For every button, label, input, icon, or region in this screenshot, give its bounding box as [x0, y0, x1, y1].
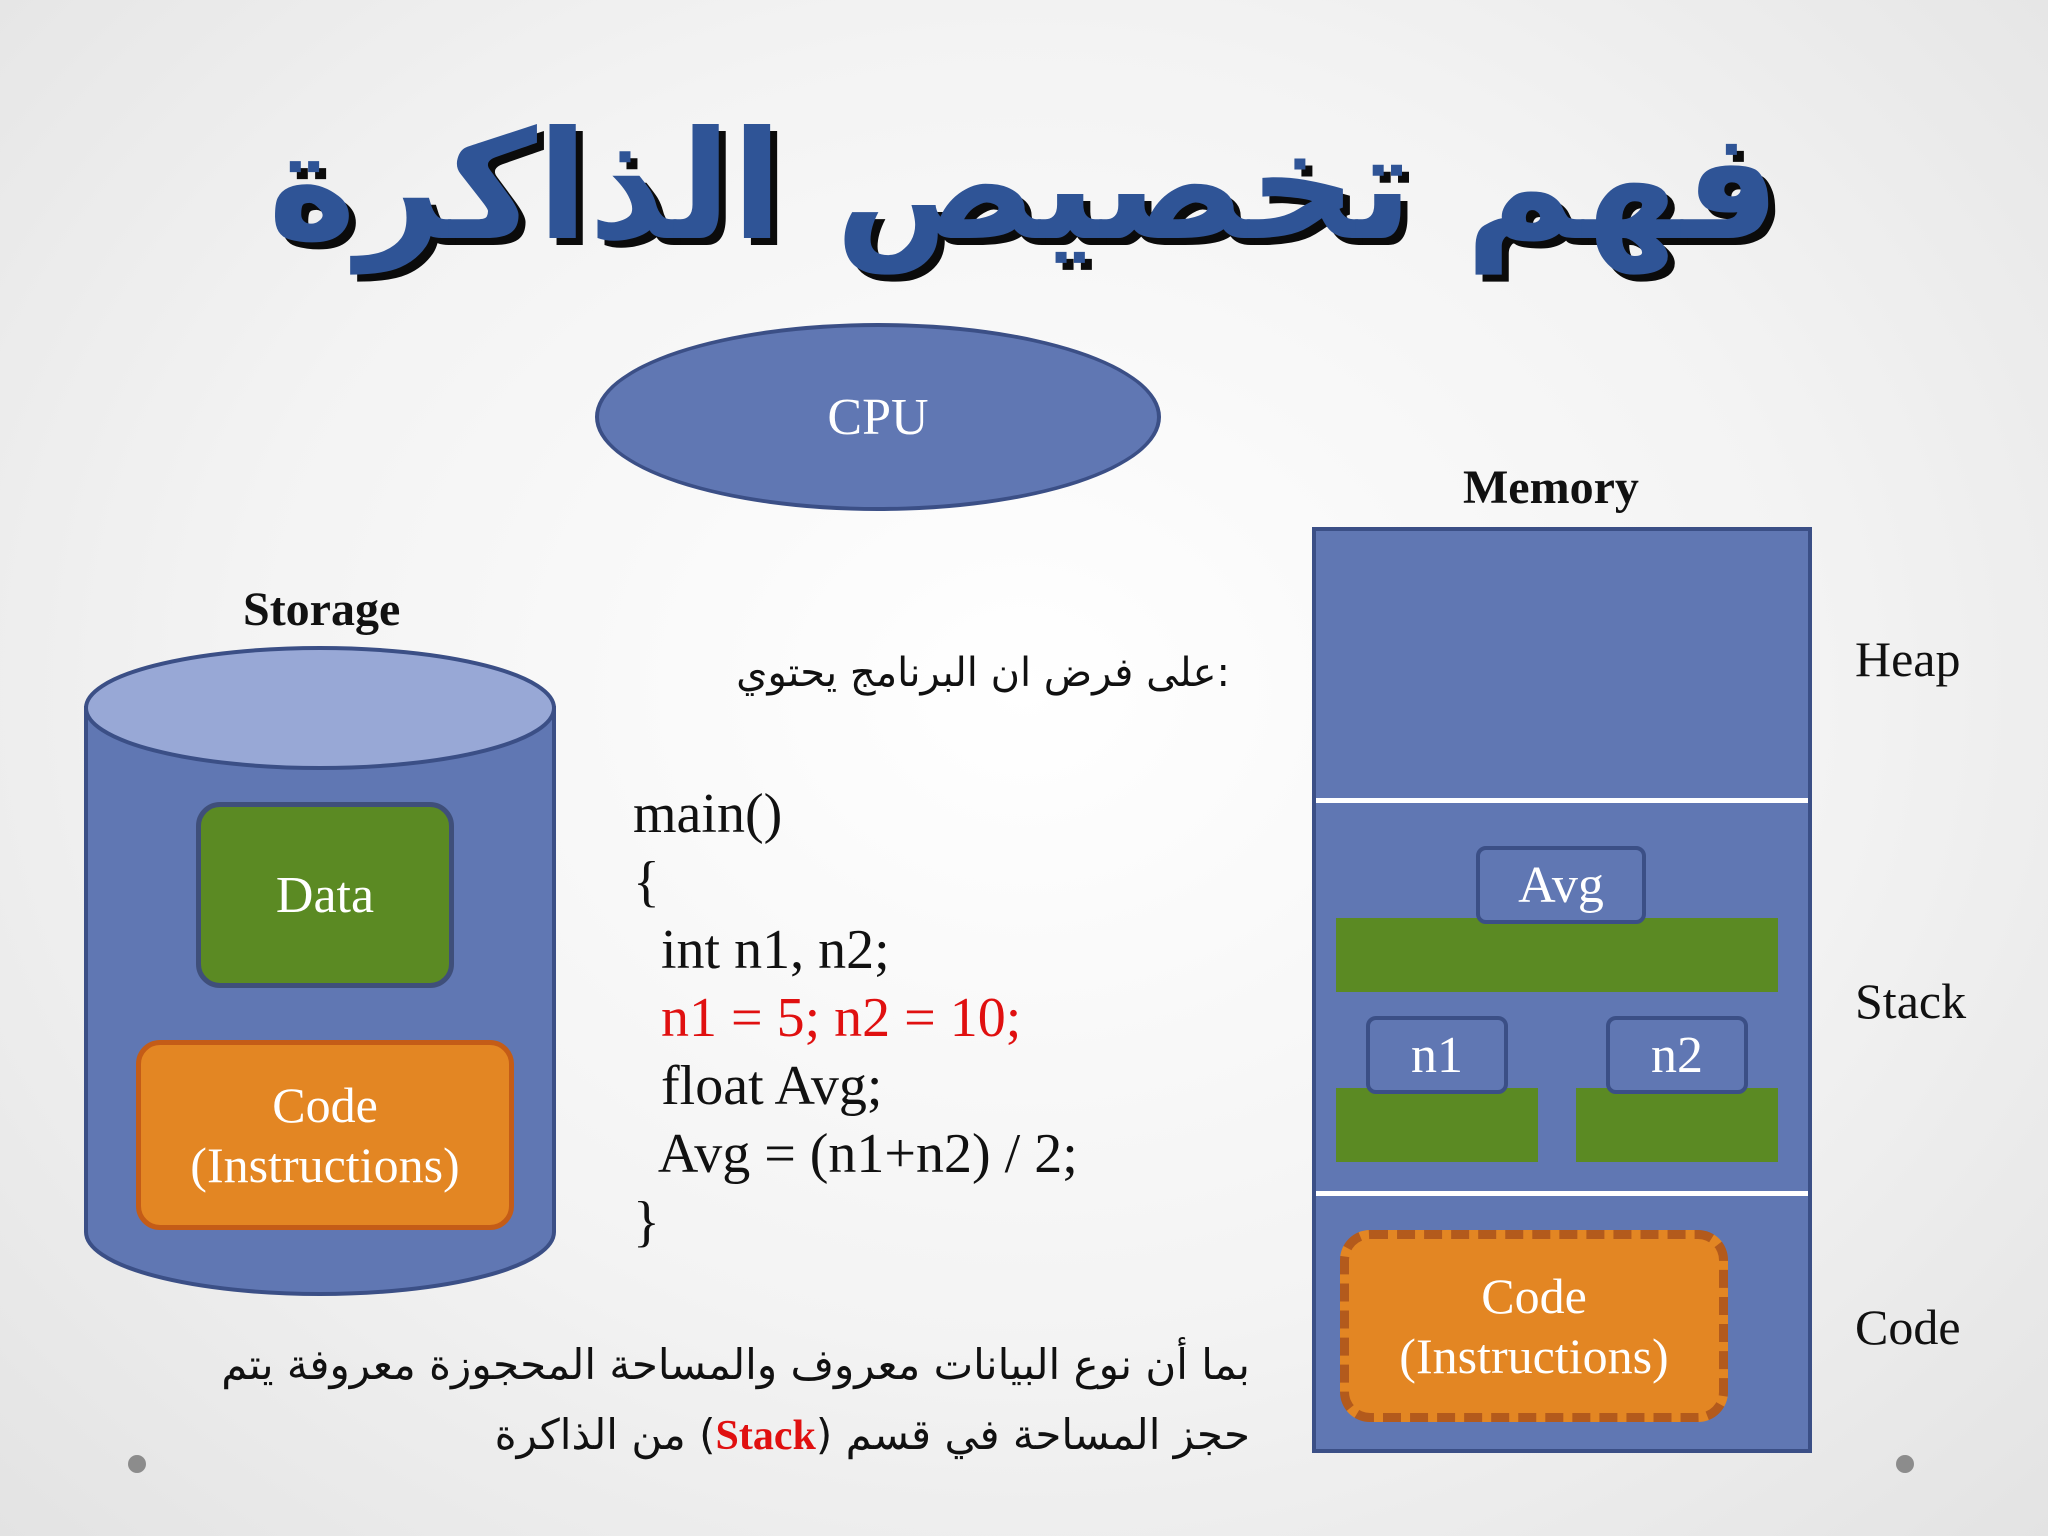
heap-label: Heap: [1855, 631, 1961, 687]
code-block: [633, 780, 1078, 1256]
stack-code-divider: [1316, 1191, 1808, 1196]
note-line-1: بما أن نوع البيانات معروف والمساحة المحجوزة معروفة يتم: [221, 1340, 1250, 1389]
code-section-label: Code: [1855, 1299, 1961, 1355]
memory-code-box: [1340, 1230, 1728, 1422]
memory-code-label: Code: [1481, 1268, 1587, 1324]
stack-label: Stack: [1855, 973, 1967, 1029]
storage-code-label: Code: [272, 1077, 378, 1133]
code-line-highlight: n1 = 5; n2 = 10;: [633, 987, 1022, 1049]
code-line: Avg = (n1+n2) / 2;: [633, 1123, 1078, 1185]
slide-dot-left: [128, 1455, 146, 1473]
code-line: main(): [633, 783, 783, 845]
storage-code-box: [136, 1040, 514, 1230]
slide-dot-right: [1896, 1455, 1914, 1473]
explanation-note: [150, 1330, 1250, 1471]
storage-code-sublabel: (Instructions): [190, 1137, 460, 1193]
note-stack-keyword: Stack: [715, 1413, 816, 1459]
avg-label: Avg: [1518, 856, 1604, 914]
note-line-2-prefix: حجز المساحة في قسم (: [815, 1410, 1250, 1459]
program-intro: :على فرض ان البرنامج يحتوي: [736, 650, 1230, 696]
n2-memory-slot: [1576, 1088, 1778, 1162]
memory-code-sublabel: (Instructions): [1399, 1328, 1669, 1384]
avg-memory-slot: [1336, 918, 1778, 992]
code-line: int n1, n2;: [633, 919, 890, 981]
code-line: float Avg;: [633, 1055, 883, 1117]
n1-memory-slot: [1336, 1088, 1538, 1162]
avg-var-box: [1476, 846, 1646, 924]
code-line: }: [633, 1191, 660, 1253]
n2-label: n2: [1651, 1026, 1703, 1084]
storage-data-label: Data: [275, 866, 375, 924]
slide-title: فهم تخصيص الذاكرة: [267, 100, 1781, 274]
memory-title: Memory: [1463, 461, 1639, 514]
cpu-label: CPU: [827, 388, 929, 446]
cpu-ellipse: [595, 323, 1161, 511]
heap-stack-divider: [1316, 798, 1808, 803]
n2-var-box: [1606, 1016, 1748, 1094]
n1-label: n1: [1411, 1026, 1463, 1084]
note-line-2: [150, 1400, 1250, 1471]
n1-var-box: [1366, 1016, 1508, 1094]
storage-data-box: [196, 802, 454, 988]
note-line-2-suffix: ) من الذاكرة: [494, 1410, 716, 1459]
code-line: {: [633, 851, 660, 913]
storage-title: Storage: [243, 583, 401, 636]
